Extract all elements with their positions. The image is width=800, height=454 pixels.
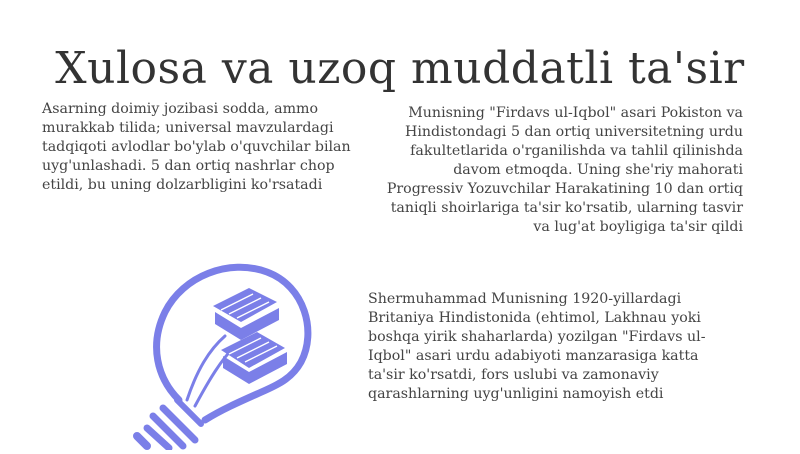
paragraph-right: Munisning "Firdavs ul-Iqbol" asari Pokiston va Hindistondagi 5 dan ortiq universitetning urdu fakultetlarida o'rganilishda va tahlil qilinishda davom etmoqda. Uning she'riy mahorati Progressiv Yozuvchilar Harakatining 10 dan ortiq taniqli shoirlariga ta'sir ko'rsatib, ularning tasvir va lug'at boyligiga ta'sir qildi xyxy=(386,105,743,235)
paragraph-bottom: Shermuhammad Munisning 1920-yillardagi Britaniya Hindistonida (ehtimol, Lakhnau yoki boshqa yirik shaharlarda) yozilgan "Firdavs ul-Iqbol" asari urdu adabiyoti manzarasiga katta ta'sir ko'rsatdi, fors uslubi va zamonaviy qarashlarning uyg'unligini namoyish etdi xyxy=(368,291,706,402)
paragraph-left: Asarning doimiy jozibasi sodda, ammo murakkab tilida; universal mavzulardagi tadqiqoti avlodlar bo'ylab o'quvchilar bilan uyg'unlashadi. 5 dan ortiq nashrlar chop etildi, bu uning dolzarbligini ko'rsatadi xyxy=(42,101,351,193)
lightbulb-with-books-icon xyxy=(117,250,317,450)
slide-title: Xulosa va uzoq muddatli ta'sir xyxy=(55,43,745,95)
